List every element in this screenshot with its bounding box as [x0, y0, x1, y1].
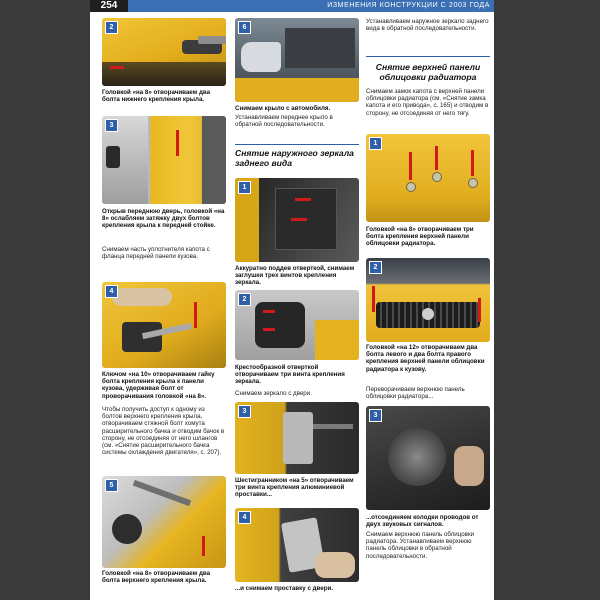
photo-remove-spacer	[235, 508, 359, 582]
caption: Головкой «на 8» отворачиваем два болта нижнего крепления крыла.	[102, 89, 211, 104]
photo-fender-lower-bolts	[102, 18, 226, 86]
section-title-mirror: Снятие наружного зеркала заднего вида	[235, 148, 354, 168]
body-text: Снимаем замок капота с верхней панели облицовки радиатора (см. «Снятие замка капота и его привода», с. 165) и отводим в сторону, не отсоединяя от него тягу.	[366, 88, 489, 117]
book-page	[90, 0, 494, 600]
step-badge: 2	[238, 293, 251, 306]
page-header	[90, 0, 494, 12]
photo-car-without-fender	[235, 18, 359, 102]
caption: Шестигранником «на 5» отворачиваем три винта крепления алюминиевой проставки...	[235, 477, 354, 499]
step-badge: 1	[238, 181, 251, 194]
caption: ...и снимаем проставку с двери.	[235, 585, 333, 592]
photo-radiator-grille	[366, 258, 490, 342]
section-title-radiator: Снятие верхней панели облицовки радиатора	[375, 62, 481, 82]
caption: Головкой «на 8» отворачиваем два болта верхнего крепления крыла.	[102, 570, 211, 585]
body-text: Чтобы получить доступ к одному из болтов верхнего крепления крыла, отворачиваем стяжной болт хомута расширительного бачка и отводим бачок в сторону, не отсоединяя от него шлангов (см. «Снятие расширительного бачка системы охлаждения двигателя», с. 207).	[102, 406, 225, 457]
body-text: Устанавливаем переднее крыло в обратной последовательности.	[235, 114, 333, 129]
photo-mirror-spacer-screws	[235, 402, 359, 474]
step-badge: 5	[105, 479, 118, 492]
caption: ...отсоединяем колодки проводов от двух звуковых сигналов.	[366, 514, 479, 529]
running-title: ИЗМЕНЕНИЯ КОНСТРУКЦИИ С 2003 ГОДА	[327, 2, 490, 9]
body-text: Снимаем часть уплотнителя капота с фланца передней панели кузова.	[102, 246, 210, 261]
body-text: Снимаем зеркало с двери.	[235, 390, 312, 397]
photo-mirror-caps	[235, 178, 359, 262]
photo-horn-connectors	[366, 406, 490, 510]
caption: Открыв переднюю дверь, головкой «на 8» ослабляем затяжку двух болтов крепления крыла к передней стойке.	[102, 208, 225, 230]
caption: Головкой «на 8» отворачиваем три болта крепления верхней панели облицовки радиатора.	[366, 226, 474, 248]
caption: Крестообразной отверткой отворачиваем три винта крепления зеркала.	[235, 364, 345, 386]
photo-radiator-panel-bolts	[366, 134, 490, 222]
step-badge: 4	[105, 285, 118, 298]
body-text: Переворачиваем верхнюю панель облицовки радиатора...	[366, 386, 465, 401]
photo-mirror-screws	[235, 290, 359, 360]
step-badge: 3	[238, 405, 251, 418]
step-badge: 2	[369, 261, 382, 274]
caption: Головкой «на 12» отворачиваем два болта левого и два болта правого крепления верхней панели облицовки радиатора к кузову.	[366, 344, 485, 373]
page-number: 254	[90, 0, 128, 12]
caption: Аккуратно поддев отверткой, снимаем заглушки трех винтов крепления зеркала.	[235, 265, 355, 287]
step-badge: 4	[238, 511, 251, 524]
step-badge: 6	[238, 21, 251, 34]
photo-door-pillar	[102, 116, 226, 204]
step-badge: 1	[369, 137, 382, 150]
step-badge: 2	[105, 21, 118, 34]
photo-fender-upper-bolts	[102, 476, 226, 568]
caption: Ключом «на 10» отворачиваем гайку болта крепления крыла к панели кузова, удерживая болт от проворачивания головкой «на 8».	[102, 371, 215, 400]
photo-fender-nut	[102, 282, 226, 368]
caption: Снимаем крыло с автомобиля.	[235, 105, 331, 112]
body-text: Устанавливаем наружное зеркало заднего вида в обратной последовательности.	[366, 18, 489, 33]
step-badge: 3	[105, 119, 118, 132]
step-badge: 3	[369, 409, 382, 422]
body-text: Снимаем верхнюю панель облицовки радиатора. Устанавливаем верхнюю панель облицовки в обратной последовательности.	[366, 531, 475, 560]
